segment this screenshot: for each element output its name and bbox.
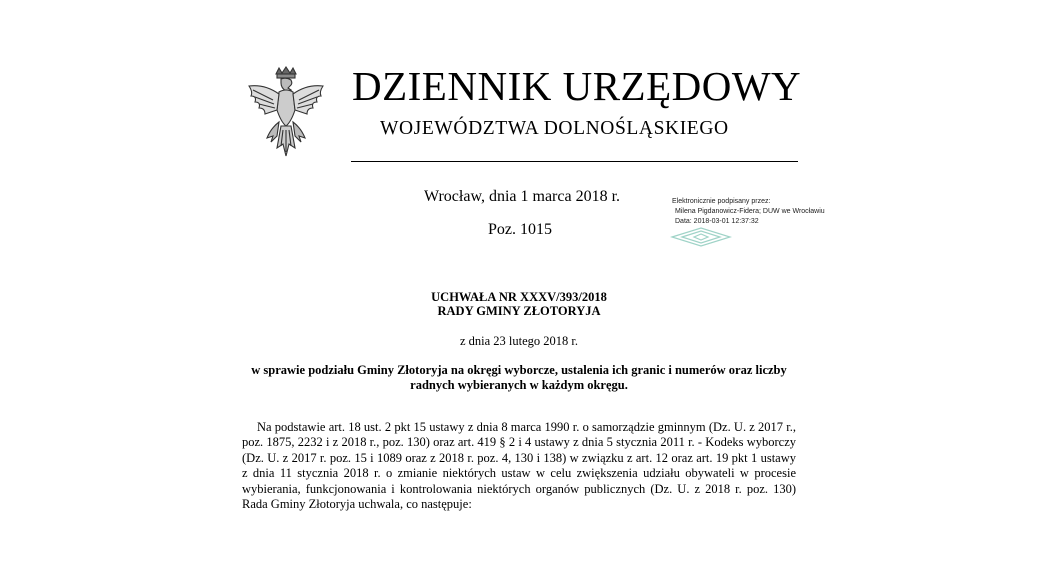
header-divider (351, 161, 798, 162)
signature-label: Elektronicznie podpisany przez: (672, 198, 771, 205)
preamble (242, 420, 796, 512)
journal-title: DZIENNIK URZĘDOWY (352, 63, 802, 109)
signature-date: Data: 2018-03-01 12:37:32 (675, 218, 759, 225)
signature-seal-icon (670, 227, 732, 247)
signature-signer: Milena Pigdanowicz-Fidera; DUW we Wrocławiu (675, 208, 825, 215)
preamble-paragraph: Na podstawie art. 18 ust. 2 pkt 15 ustawy z dnia 8 marca 1990 r. o samorządzie gminnym (Dz. U. z 2017 r., poz. 1875, 2232 i z 2018 r., poz. 130) oraz art. 419 § 2 i 4 ustawy z dnia 5 stycznia 2011 r. - Kodeks wyborczy (Dz. U. z 2017 r. poz. 15 i 1089 oraz z 2018 r. poz. 4, 130 i 138) w związku z art. 12 oraz art. 19 pkt 1 ustawy z dnia 11 stycznia 2018 r. o zmianie niektórych ustaw w celu zwiększenia udziału obywateli w procesie wybierania, funkcjonowania i kontrolowania niektórych organów publicznych (Dz. U. z 2018 r. poz. 130) Rada Gminy Złotoryja uchwala, co następuje: (242, 420, 796, 512)
electronic-signature (672, 197, 825, 227)
subject-line-1: w sprawie podziału Gminy Złotoryja na okręgi wyborcze, ustalenia ich granic i numerów oraz liczby (251, 363, 787, 377)
place-and-date: Wrocław, dnia 1 marca 2018 r. (424, 188, 621, 205)
journal-subtitle: WOJEWÓDZTWA DOLNOŚLĄSKIEGO (380, 118, 729, 139)
resolution-number: UCHWAŁA NR XXXV/393/2018 (431, 290, 607, 304)
resolution-heading (0, 290, 1038, 318)
eagle-emblem-icon (243, 66, 329, 164)
resolution-subject (0, 363, 1038, 393)
resolution-date: z dnia 23 lutego 2018 r. (459, 334, 579, 348)
position-number: Poz. 1015 (488, 221, 552, 238)
subject-line-2: radnych wybieranych w każdym okręgu. (410, 378, 628, 392)
resolution-body: RADY GMINY ZŁOTORYJA (437, 304, 601, 318)
